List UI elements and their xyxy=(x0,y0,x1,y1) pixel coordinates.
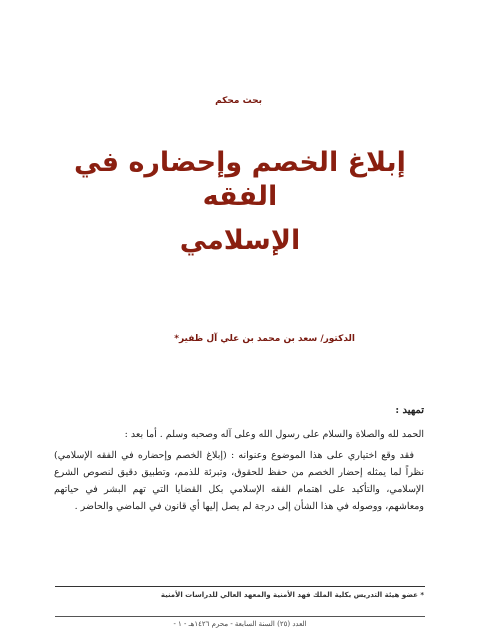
paragraph-1: الحمد لله والصلاة والسلام على رسول الله وعلى آله وصحبه وسلم . أما بعد : xyxy=(124,429,424,440)
footnote-divider xyxy=(55,586,425,587)
peer-reviewed-tag: بحث محكم xyxy=(215,96,262,106)
paragraph-2: فقد وقع اختياري على هذا الموضوع وعنوانه : (إبلاغ الخصم وإحضاره في الفقه الإسلامي) نظراً لما يمثله إحضار الخصم من حفظ للحقوق، وتبرئة للذمم، وتطبيق دقيق لنصوص الشرع الإسلامي، والتأكيد على اهتمام الفقه الإسلامي بكل القضايا التي تهم البشر في حياتهم ومعاشهم، ووصوله في هذا الشأن إلى درجة لم يصل إليها أي قانون في الماضي والحاضر . xyxy=(54,450,424,512)
footnote: * عضو هيئة التدريس بكلية الملك فهد الأمنية والمعهد العالي للدراسات الأمنية xyxy=(160,591,424,599)
title-line-1: إبلاغ الخصم وإحضاره في الفقه xyxy=(74,147,406,212)
page-footer: العدد (٢٥) السنة السابعة - محرم ١٤٢٦هـ - ١ - xyxy=(55,616,425,628)
intro-heading: تمهيد : xyxy=(395,405,424,416)
title-line-2: الإسلامي xyxy=(179,225,301,256)
author-name: الدكتور/ سعد بن محمد بن علي آل ظفير* xyxy=(174,334,355,344)
